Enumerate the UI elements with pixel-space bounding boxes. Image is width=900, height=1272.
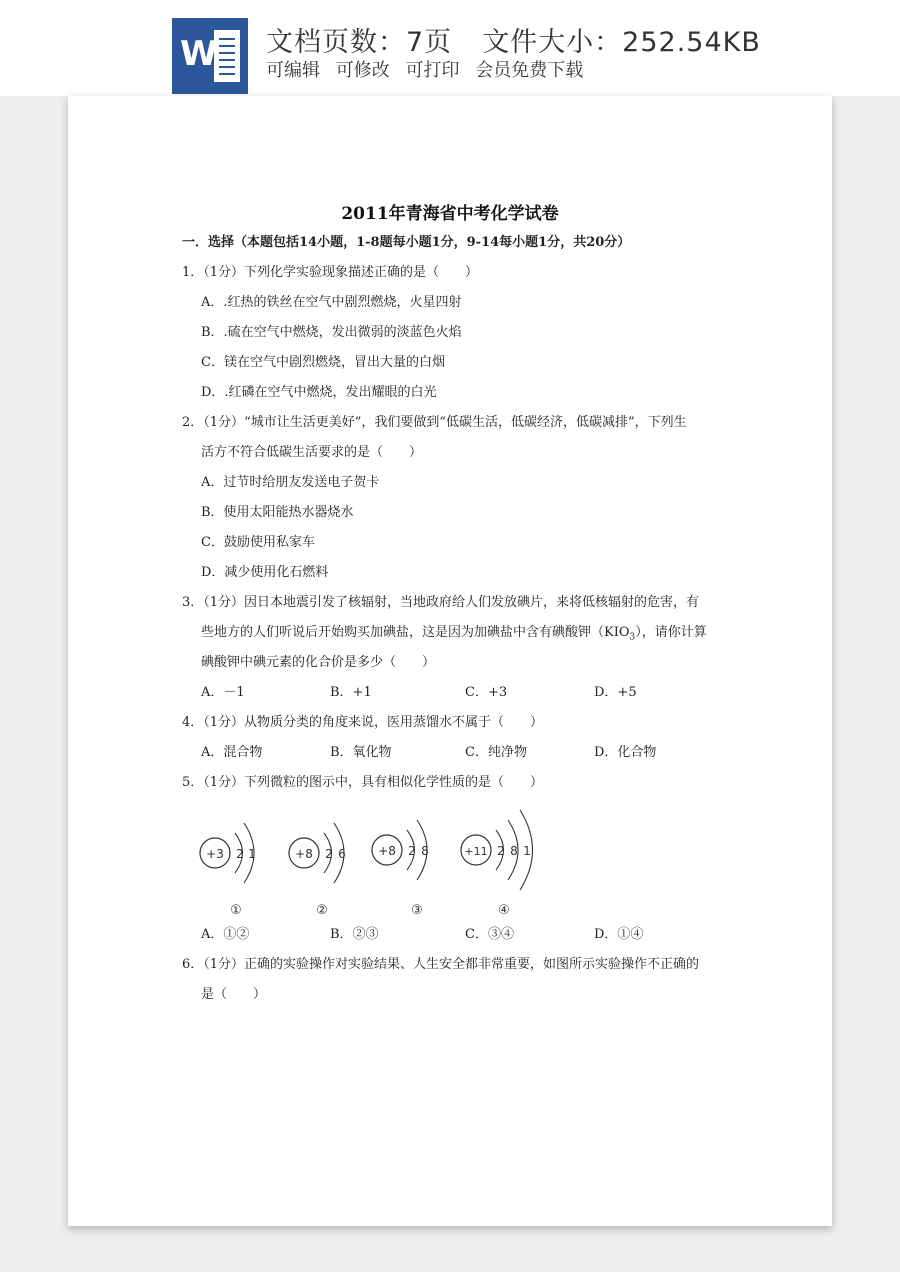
q5-stem: 5．（1分）下列微粒的图示中，具有相似化学性质的是（ ） [182,775,544,790]
q2-stem-line1: 2．（1分）“城市让生活更美好”，我们要做到“低碳生活，低碳经济，低碳减排”，下列生 [182,415,687,430]
page-count: 文档页数：7页 [266,27,453,58]
download-banner [0,0,900,96]
word-page-shape [214,30,240,82]
atom-diagram-4 [461,810,533,918]
feature-list [266,56,593,82]
svg-text:+3: +3 [206,847,224,861]
q2-option-b: B．使用太阳能热水器烧水 [201,505,354,520]
svg-text:+8: +8 [378,844,396,858]
svg-text:④: ④ [498,903,510,918]
q1-option-c: C．镁在空气中剧烈燃烧，冒出大量的白烟 [201,355,445,370]
svg-text:①: ① [230,903,242,918]
svg-text:2: 2 [236,847,244,861]
svg-text:2: 2 [497,844,505,858]
svg-text:+11: +11 [464,845,488,858]
svg-text:1: 1 [248,847,256,861]
q5-option-a: A．①② [201,927,250,942]
svg-text:②: ② [316,903,328,918]
q3-stem-line2: 些地方的人们听说后开始购买加碘盐，这是因为加碘盐中含有碘酸钾$(KIO_3)$，请你计算 [201,625,707,643]
atom-diagram-1 [200,823,256,918]
q3-stem-line3: 碘酸钾中碘元素的化合价是多少（ ） [201,655,436,670]
q1-stem: 1．（1分）下列化学实验现象描述正确的是（ ） [182,265,479,280]
q4-option-a: A．混合物 [201,745,263,760]
atom-diagram-2 [289,823,346,918]
q4-stem: 4．（1分）从物质分类的角度来说，医用蒸馏水不属于（ ） [182,715,544,730]
q4-option-d: D．化合物 [594,745,657,760]
feature-free-download: 会员免费下载 [475,60,584,81]
section-heading: 一．选择（本题包括14小题，1-8题每小题1分，9-14每小题1分，共20分） [182,235,631,250]
q2-option-d: D．减少使用化石燃料 [201,565,329,580]
svg-text:8: 8 [421,844,429,858]
q2-option-a: A．过节时给朋友发送电子贺卡 [201,475,380,490]
q3-option-a: A．－1 [201,685,245,700]
page-title: 2011年青海省中考化学试卷 [341,204,559,224]
q1-option-d: D．.红磷在空气中燃烧，发出耀眼的白光 [201,385,437,400]
svg-text:6: 6 [338,847,346,861]
q5-option-d: D．①④ [594,927,644,942]
q4-option-b: B．氧化物 [330,745,392,760]
q3-option-d: D．+5 [594,685,637,700]
file-info-title [266,20,761,59]
q5-option-b: B．②③ [330,927,379,942]
word-logo-letter: W [180,34,218,74]
feature-editable: 可编辑 [266,60,320,81]
svg-text:2: 2 [408,844,416,858]
document-page [68,96,832,1226]
q1-option-a: A．.红热的铁丝在空气中剧烈燃烧，火星四射 [201,295,462,310]
feature-printable: 可打印 [405,60,460,81]
svg-text:8: 8 [510,844,518,858]
q6-stem-line2: 是（ ） [201,987,267,1002]
q2-option-c: C．鼓励使用私家车 [201,535,315,550]
q1-option-b: B．.硫在空气中燃烧，发出微弱的淡蓝色火焰 [201,325,462,340]
feature-modifiable: 可修改 [335,60,390,81]
q6-stem-line1: 6．（1分）正确的实验操作对实验结果、人生安全都非常重要，如图所示实验操作不正确的 [182,957,700,972]
q5-option-c: C．③④ [465,927,514,942]
svg-text:2: 2 [325,847,333,861]
q3-option-c: C．+3 [465,685,508,700]
q4-option-c: C．纯净物 [465,745,527,760]
svg-text:1: 1 [523,844,531,858]
atom-structure-diagrams [68,96,832,936]
svg-text:③: ③ [411,903,423,918]
word-document-icon [172,18,248,94]
q3-option-b: B．+1 [330,685,372,700]
svg-text:+8: +8 [295,847,313,861]
q2-stem-line2: 活方不符合低碳生活要求的是（ ） [201,445,423,460]
file-size: 文件大小：252.54KB [482,27,761,58]
q3-stem-line1: 3．（1分）因日本地震引发了核辐射，当地政府给人们发放碘片，来将低核辐射的危害，有 [182,595,700,610]
atom-diagram-3 [372,820,429,918]
